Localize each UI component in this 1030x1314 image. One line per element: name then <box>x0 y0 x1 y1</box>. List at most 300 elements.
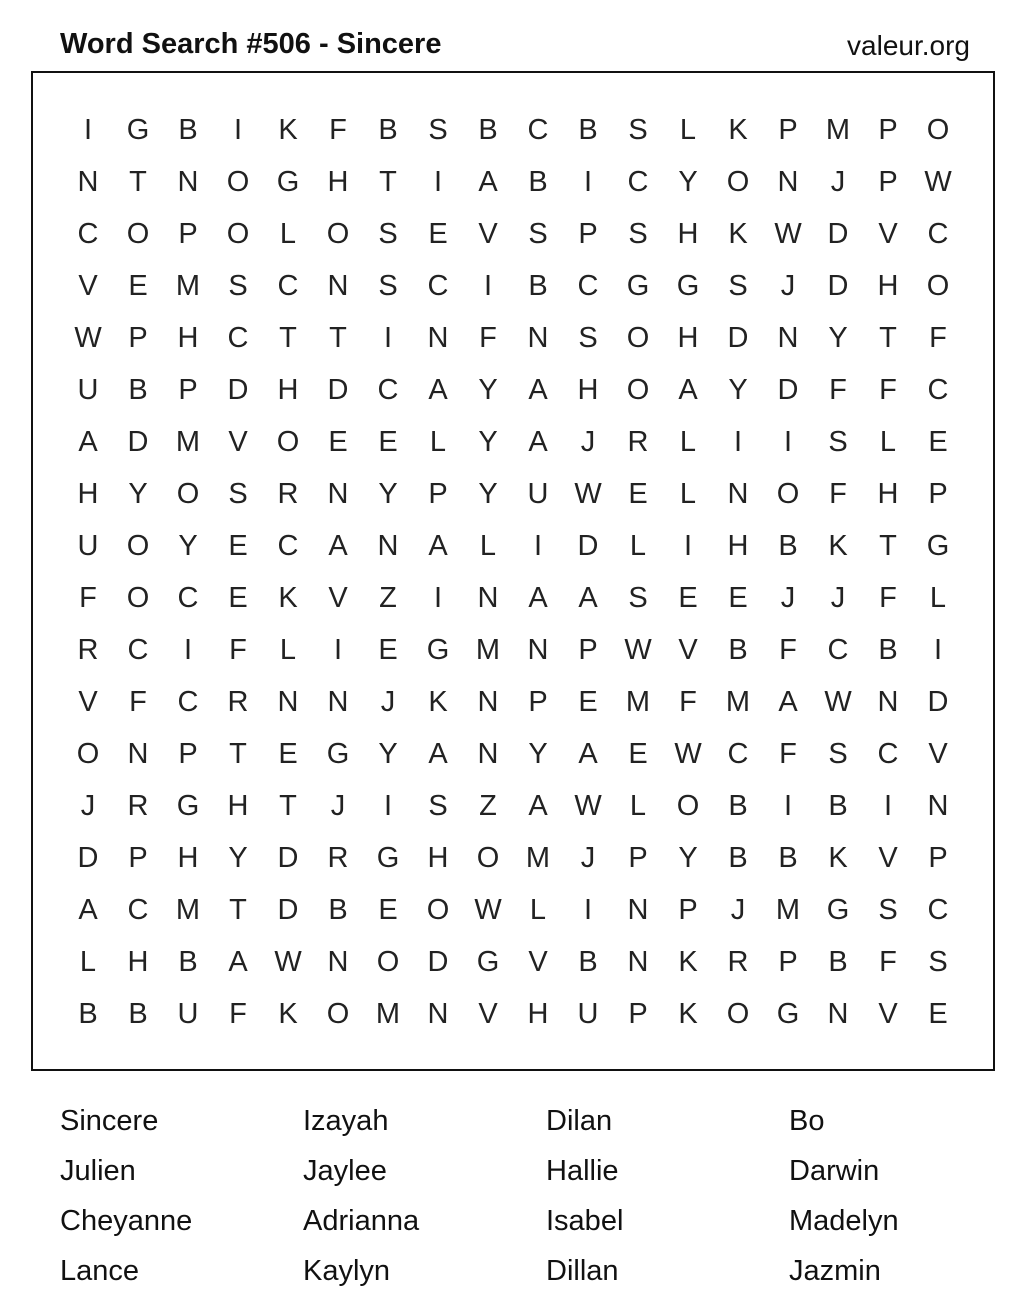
grid-cell[interactable]: W <box>74 321 102 354</box>
grid-cell[interactable]: Y <box>378 477 398 510</box>
grid-cell[interactable]: O <box>326 997 350 1030</box>
grid-cell[interactable]: V <box>228 425 248 458</box>
grid-cell[interactable]: V <box>78 685 98 718</box>
grid-cell[interactable]: A <box>428 373 448 406</box>
grid-cell[interactable]: H <box>577 373 599 406</box>
grid-cell[interactable]: N <box>127 737 149 770</box>
grid-cell[interactable]: C <box>927 373 949 406</box>
grid-cell[interactable]: P <box>678 893 698 926</box>
grid-cell[interactable]: G <box>276 165 300 198</box>
grid-cell[interactable]: C <box>277 529 299 562</box>
grid-cell[interactable]: C <box>277 269 299 302</box>
grid-cell[interactable]: H <box>877 477 899 510</box>
grid-cell[interactable]: E <box>678 581 698 614</box>
grid-cell[interactable]: I <box>183 633 193 666</box>
grid-cell[interactable]: G <box>626 269 650 302</box>
grid-cell[interactable]: E <box>578 685 598 718</box>
grid-cell[interactable]: K <box>678 997 698 1030</box>
grid-cell[interactable]: H <box>277 373 299 406</box>
grid-cell[interactable]: I <box>383 789 393 822</box>
grid-cell[interactable]: E <box>228 581 248 614</box>
grid-cell[interactable]: J <box>730 893 746 926</box>
grid-cell[interactable]: O <box>176 477 200 510</box>
grid-cell[interactable]: N <box>327 269 349 302</box>
grid-cell[interactable]: H <box>177 321 199 354</box>
grid-cell[interactable]: W <box>274 945 302 978</box>
grid-cell[interactable]: B <box>578 945 598 978</box>
grid-cell[interactable]: O <box>426 893 450 926</box>
grid-cell[interactable]: A <box>528 373 548 406</box>
grid-cell[interactable]: L <box>929 581 947 614</box>
grid-cell[interactable]: A <box>78 893 98 926</box>
grid-cell[interactable]: G <box>126 113 150 146</box>
grid-cell[interactable]: C <box>177 685 199 718</box>
grid-cell[interactable]: H <box>677 321 699 354</box>
grid-cell[interactable]: P <box>778 945 798 978</box>
grid-cell[interactable]: H <box>427 841 449 874</box>
grid-cell[interactable]: S <box>578 321 598 354</box>
grid-cell[interactable]: I <box>583 165 593 198</box>
grid-cell[interactable]: M <box>175 893 201 926</box>
grid-cell[interactable]: K <box>728 217 748 250</box>
grid-cell[interactable]: U <box>77 373 99 406</box>
grid-cell[interactable]: U <box>577 997 599 1030</box>
grid-cell[interactable]: M <box>175 425 201 458</box>
grid-cell[interactable]: G <box>426 633 450 666</box>
grid-cell[interactable]: A <box>528 425 548 458</box>
grid-cell[interactable]: O <box>926 113 950 146</box>
grid-cell[interactable]: I <box>933 633 943 666</box>
grid-cell[interactable]: R <box>327 841 349 874</box>
grid-cell[interactable]: S <box>628 217 648 250</box>
grid-cell[interactable]: A <box>478 165 498 198</box>
grid-cell[interactable]: S <box>428 789 448 822</box>
grid-cell[interactable]: B <box>178 945 198 978</box>
grid-cell[interactable]: P <box>628 841 648 874</box>
grid-cell[interactable]: M <box>825 113 851 146</box>
grid-cell[interactable]: O <box>226 165 250 198</box>
grid-cell[interactable]: M <box>475 633 501 666</box>
grid-cell[interactable]: I <box>783 789 793 822</box>
grid-cell[interactable]: W <box>774 217 802 250</box>
grid-cell[interactable]: V <box>528 945 548 978</box>
grid-cell[interactable]: A <box>328 529 348 562</box>
grid-cell[interactable]: O <box>626 373 650 406</box>
grid-cell[interactable]: C <box>577 269 599 302</box>
grid-cell[interactable]: N <box>477 737 499 770</box>
grid-cell[interactable]: D <box>427 945 449 978</box>
grid-cell[interactable]: G <box>326 737 350 770</box>
grid-cell[interactable]: C <box>127 633 149 666</box>
grid-cell[interactable]: C <box>927 893 949 926</box>
grid-cell[interactable]: Y <box>828 321 848 354</box>
grid-cell[interactable]: K <box>278 113 298 146</box>
grid-cell[interactable]: J <box>580 841 596 874</box>
grid-cell[interactable]: E <box>378 633 398 666</box>
grid-cell[interactable]: N <box>177 165 199 198</box>
grid-cell[interactable]: K <box>828 529 848 562</box>
grid-cell[interactable]: A <box>778 685 798 718</box>
grid-cell[interactable]: G <box>676 269 700 302</box>
grid-cell[interactable]: H <box>127 945 149 978</box>
grid-cell[interactable]: N <box>627 945 649 978</box>
grid-cell[interactable]: M <box>525 841 551 874</box>
grid-cell[interactable]: I <box>333 633 343 666</box>
grid-cell[interactable]: I <box>883 789 893 822</box>
grid-cell[interactable]: O <box>926 269 950 302</box>
grid-cell[interactable]: S <box>878 893 898 926</box>
grid-cell[interactable]: Y <box>678 165 698 198</box>
grid-cell[interactable]: S <box>728 269 748 302</box>
grid-cell[interactable]: J <box>830 581 846 614</box>
grid-cell[interactable]: O <box>76 737 100 770</box>
grid-cell[interactable]: C <box>127 893 149 926</box>
grid-cell[interactable]: A <box>578 581 598 614</box>
grid-cell[interactable]: V <box>928 737 948 770</box>
grid-cell[interactable]: S <box>228 269 248 302</box>
grid-cell[interactable]: K <box>728 113 748 146</box>
grid-cell[interactable]: W <box>574 789 602 822</box>
grid-cell[interactable]: F <box>779 633 797 666</box>
grid-cell[interactable]: T <box>879 529 897 562</box>
grid-cell[interactable]: J <box>830 165 846 198</box>
grid-cell[interactable]: S <box>528 217 548 250</box>
grid-cell[interactable]: B <box>728 841 748 874</box>
grid-cell[interactable]: D <box>127 425 149 458</box>
grid-cell[interactable]: C <box>377 373 399 406</box>
grid-cell[interactable]: S <box>628 581 648 614</box>
grid-cell[interactable]: C <box>527 113 549 146</box>
grid-cell[interactable]: M <box>775 893 801 926</box>
grid-cell[interactable]: N <box>927 789 949 822</box>
grid-cell[interactable]: T <box>229 737 247 770</box>
grid-cell[interactable]: D <box>827 217 849 250</box>
grid-cell[interactable]: F <box>229 633 247 666</box>
grid-cell[interactable]: T <box>879 321 897 354</box>
grid-cell[interactable]: S <box>828 425 848 458</box>
grid-cell[interactable]: J <box>80 789 96 822</box>
grid-cell[interactable]: C <box>177 581 199 614</box>
grid-cell[interactable]: B <box>778 529 798 562</box>
grid-cell[interactable]: N <box>527 633 549 666</box>
grid-cell[interactable]: O <box>726 997 750 1030</box>
grid-cell[interactable]: A <box>428 529 448 562</box>
grid-cell[interactable]: B <box>128 997 148 1030</box>
grid-cell[interactable]: T <box>279 789 297 822</box>
grid-cell[interactable]: O <box>226 217 250 250</box>
grid-cell[interactable]: P <box>878 165 898 198</box>
grid-cell[interactable]: B <box>878 633 898 666</box>
grid-cell[interactable]: P <box>528 685 548 718</box>
grid-cell[interactable]: S <box>928 945 948 978</box>
grid-cell[interactable]: F <box>129 685 147 718</box>
grid-cell[interactable]: L <box>629 789 647 822</box>
grid-cell[interactable]: E <box>278 737 298 770</box>
grid-cell[interactable]: T <box>379 165 397 198</box>
grid-cell[interactable]: R <box>127 789 149 822</box>
grid-cell[interactable]: M <box>375 997 401 1030</box>
grid-cell[interactable]: O <box>776 477 800 510</box>
grid-cell[interactable]: E <box>328 425 348 458</box>
grid-cell[interactable]: D <box>727 321 749 354</box>
grid-cell[interactable]: E <box>128 269 148 302</box>
grid-cell[interactable]: I <box>433 165 443 198</box>
grid-cell[interactable]: N <box>527 321 549 354</box>
grid-cell[interactable]: E <box>628 737 648 770</box>
grid-cell[interactable]: G <box>926 529 950 562</box>
grid-cell[interactable]: W <box>924 165 952 198</box>
grid-cell[interactable]: M <box>725 685 751 718</box>
grid-cell[interactable]: O <box>476 841 500 874</box>
grid-cell[interactable]: K <box>828 841 848 874</box>
grid-cell[interactable]: Y <box>128 477 148 510</box>
grid-cell[interactable]: F <box>879 945 897 978</box>
grid-cell[interactable]: F <box>479 321 497 354</box>
grid-cell[interactable]: K <box>678 945 698 978</box>
grid-cell[interactable]: M <box>625 685 651 718</box>
grid-cell[interactable]: B <box>178 113 198 146</box>
grid-cell[interactable]: D <box>577 529 599 562</box>
grid-cell[interactable]: O <box>376 945 400 978</box>
grid-cell[interactable]: I <box>483 269 493 302</box>
grid-cell[interactable]: B <box>78 997 98 1030</box>
grid-cell[interactable]: Z <box>379 581 397 614</box>
grid-cell[interactable]: N <box>627 893 649 926</box>
grid-cell[interactable]: N <box>327 685 349 718</box>
grid-cell[interactable]: C <box>227 321 249 354</box>
grid-cell[interactable]: H <box>77 477 99 510</box>
grid-cell[interactable]: F <box>929 321 947 354</box>
grid-cell[interactable]: L <box>79 945 97 978</box>
grid-cell[interactable]: C <box>877 737 899 770</box>
grid-cell[interactable]: B <box>378 113 398 146</box>
grid-cell[interactable]: B <box>728 789 748 822</box>
grid-cell[interactable]: V <box>878 217 898 250</box>
grid-cell[interactable]: E <box>928 425 948 458</box>
grid-cell[interactable]: F <box>879 581 897 614</box>
grid-cell[interactable]: F <box>829 373 847 406</box>
grid-cell[interactable]: I <box>433 581 443 614</box>
grid-cell[interactable]: H <box>877 269 899 302</box>
grid-cell[interactable]: A <box>78 425 98 458</box>
grid-cell[interactable]: N <box>777 165 799 198</box>
grid-cell[interactable]: B <box>828 789 848 822</box>
grid-cell[interactable]: E <box>378 893 398 926</box>
grid-cell[interactable]: F <box>229 997 247 1030</box>
grid-cell[interactable]: R <box>627 425 649 458</box>
grid-cell[interactable]: N <box>477 581 499 614</box>
grid-cell[interactable]: I <box>533 529 543 562</box>
grid-cell[interactable]: J <box>780 269 796 302</box>
grid-cell[interactable]: C <box>627 165 649 198</box>
grid-cell[interactable]: L <box>279 217 297 250</box>
grid-cell[interactable]: L <box>279 633 297 666</box>
grid-cell[interactable]: F <box>779 737 797 770</box>
grid-cell[interactable]: I <box>83 113 93 146</box>
grid-cell[interactable]: C <box>427 269 449 302</box>
grid-cell[interactable]: Z <box>479 789 497 822</box>
grid-cell[interactable]: D <box>927 685 949 718</box>
grid-cell[interactable]: V <box>878 841 898 874</box>
grid-cell[interactable]: A <box>578 737 598 770</box>
grid-cell[interactable]: Y <box>228 841 248 874</box>
grid-cell[interactable]: V <box>878 997 898 1030</box>
grid-cell[interactable]: N <box>427 321 449 354</box>
grid-cell[interactable]: C <box>927 217 949 250</box>
grid-cell[interactable]: B <box>578 113 598 146</box>
grid-cell[interactable]: L <box>679 113 697 146</box>
grid-cell[interactable]: D <box>277 841 299 874</box>
grid-cell[interactable]: B <box>528 269 548 302</box>
grid-cell[interactable]: T <box>279 321 297 354</box>
grid-cell[interactable]: Y <box>478 477 498 510</box>
grid-cell[interactable]: D <box>77 841 99 874</box>
grid-cell[interactable]: L <box>679 425 697 458</box>
grid-cell[interactable]: G <box>376 841 400 874</box>
grid-cell[interactable]: R <box>77 633 99 666</box>
grid-cell[interactable]: A <box>528 789 548 822</box>
grid-cell[interactable]: A <box>428 737 448 770</box>
grid-cell[interactable]: O <box>626 321 650 354</box>
grid-cell[interactable]: P <box>928 841 948 874</box>
grid-cell[interactable]: M <box>175 269 201 302</box>
grid-cell[interactable]: R <box>727 945 749 978</box>
grid-cell[interactable]: S <box>378 217 398 250</box>
grid-cell[interactable]: B <box>528 165 548 198</box>
grid-cell[interactable]: F <box>329 113 347 146</box>
grid-cell[interactable]: V <box>328 581 348 614</box>
grid-cell[interactable]: D <box>327 373 349 406</box>
grid-cell[interactable]: O <box>276 425 300 458</box>
grid-cell[interactable]: E <box>628 477 648 510</box>
grid-cell[interactable]: Y <box>378 737 398 770</box>
grid-cell[interactable]: C <box>827 633 849 666</box>
grid-cell[interactable]: E <box>928 997 948 1030</box>
grid-cell[interactable]: V <box>78 269 98 302</box>
grid-cell[interactable]: T <box>129 165 147 198</box>
grid-cell[interactable]: N <box>77 165 99 198</box>
grid-cell[interactable]: A <box>528 581 548 614</box>
grid-cell[interactable]: U <box>77 529 99 562</box>
grid-cell[interactable]: V <box>678 633 698 666</box>
grid-cell[interactable]: D <box>777 373 799 406</box>
grid-cell[interactable]: U <box>177 997 199 1030</box>
grid-cell[interactable]: E <box>428 217 448 250</box>
grid-cell[interactable]: A <box>678 373 698 406</box>
grid-cell[interactable]: P <box>428 477 448 510</box>
grid-cell[interactable]: I <box>583 893 593 926</box>
grid-cell[interactable]: I <box>683 529 693 562</box>
grid-cell[interactable]: D <box>277 893 299 926</box>
grid-cell[interactable]: J <box>580 425 596 458</box>
grid-cell[interactable]: W <box>624 633 652 666</box>
grid-cell[interactable]: H <box>227 789 249 822</box>
grid-cell[interactable]: N <box>427 997 449 1030</box>
grid-cell[interactable]: K <box>428 685 448 718</box>
grid-cell[interactable]: F <box>879 373 897 406</box>
grid-cell[interactable]: S <box>228 477 248 510</box>
grid-cell[interactable]: F <box>79 581 97 614</box>
grid-cell[interactable]: G <box>826 893 850 926</box>
grid-cell[interactable]: I <box>233 113 243 146</box>
grid-cell[interactable]: K <box>278 997 298 1030</box>
grid-cell[interactable]: J <box>330 789 346 822</box>
grid-cell[interactable]: S <box>378 269 398 302</box>
grid-cell[interactable]: Y <box>728 373 748 406</box>
grid-cell[interactable]: B <box>828 945 848 978</box>
grid-cell[interactable]: Y <box>678 841 698 874</box>
grid-cell[interactable]: W <box>824 685 852 718</box>
grid-cell[interactable]: H <box>527 997 549 1030</box>
grid-cell[interactable]: O <box>726 165 750 198</box>
grid-cell[interactable]: P <box>178 373 198 406</box>
grid-cell[interactable]: P <box>628 997 648 1030</box>
grid-cell[interactable]: P <box>128 321 148 354</box>
grid-cell[interactable]: N <box>827 997 849 1030</box>
grid-cell[interactable]: N <box>877 685 899 718</box>
grid-cell[interactable]: N <box>327 477 349 510</box>
grid-cell[interactable]: H <box>177 841 199 874</box>
grid-cell[interactable]: B <box>328 893 348 926</box>
grid-cell[interactable]: P <box>928 477 948 510</box>
grid-cell[interactable]: O <box>126 217 150 250</box>
grid-cell[interactable]: T <box>229 893 247 926</box>
grid-cell[interactable]: B <box>128 373 148 406</box>
grid-cell[interactable]: U <box>527 477 549 510</box>
grid-cell[interactable]: T <box>329 321 347 354</box>
grid-cell[interactable]: B <box>728 633 748 666</box>
grid-cell[interactable]: L <box>629 529 647 562</box>
grid-cell[interactable]: G <box>176 789 200 822</box>
grid-cell[interactable]: P <box>178 217 198 250</box>
grid-cell[interactable]: V <box>478 217 498 250</box>
grid-cell[interactable]: P <box>778 113 798 146</box>
grid-cell[interactable]: O <box>126 529 150 562</box>
grid-cell[interactable]: P <box>578 633 598 666</box>
grid-cell[interactable]: N <box>777 321 799 354</box>
grid-cell[interactable]: P <box>178 737 198 770</box>
grid-cell[interactable]: L <box>429 425 447 458</box>
grid-cell[interactable]: O <box>326 217 350 250</box>
grid-cell[interactable]: B <box>778 841 798 874</box>
grid-cell[interactable]: H <box>327 165 349 198</box>
grid-cell[interactable]: F <box>679 685 697 718</box>
grid-cell[interactable]: I <box>783 425 793 458</box>
grid-cell[interactable]: Y <box>478 373 498 406</box>
grid-cell[interactable]: V <box>478 997 498 1030</box>
grid-cell[interactable]: P <box>578 217 598 250</box>
grid-cell[interactable]: L <box>529 893 547 926</box>
grid-cell[interactable]: G <box>476 945 500 978</box>
grid-cell[interactable]: O <box>676 789 700 822</box>
grid-cell[interactable]: I <box>733 425 743 458</box>
grid-cell[interactable]: S <box>628 113 648 146</box>
grid-cell[interactable]: K <box>278 581 298 614</box>
grid-cell[interactable]: H <box>727 529 749 562</box>
grid-cell[interactable]: B <box>478 113 498 146</box>
grid-cell[interactable]: P <box>128 841 148 874</box>
grid-cell[interactable]: W <box>574 477 602 510</box>
grid-cell[interactable]: Y <box>178 529 198 562</box>
grid-cell[interactable]: S <box>428 113 448 146</box>
grid-cell[interactable]: H <box>677 217 699 250</box>
grid-cell[interactable]: L <box>679 477 697 510</box>
grid-cell[interactable]: P <box>878 113 898 146</box>
grid-cell[interactable]: D <box>227 373 249 406</box>
grid-cell[interactable]: L <box>879 425 897 458</box>
grid-cell[interactable]: E <box>728 581 748 614</box>
grid-cell[interactable]: Y <box>528 737 548 770</box>
